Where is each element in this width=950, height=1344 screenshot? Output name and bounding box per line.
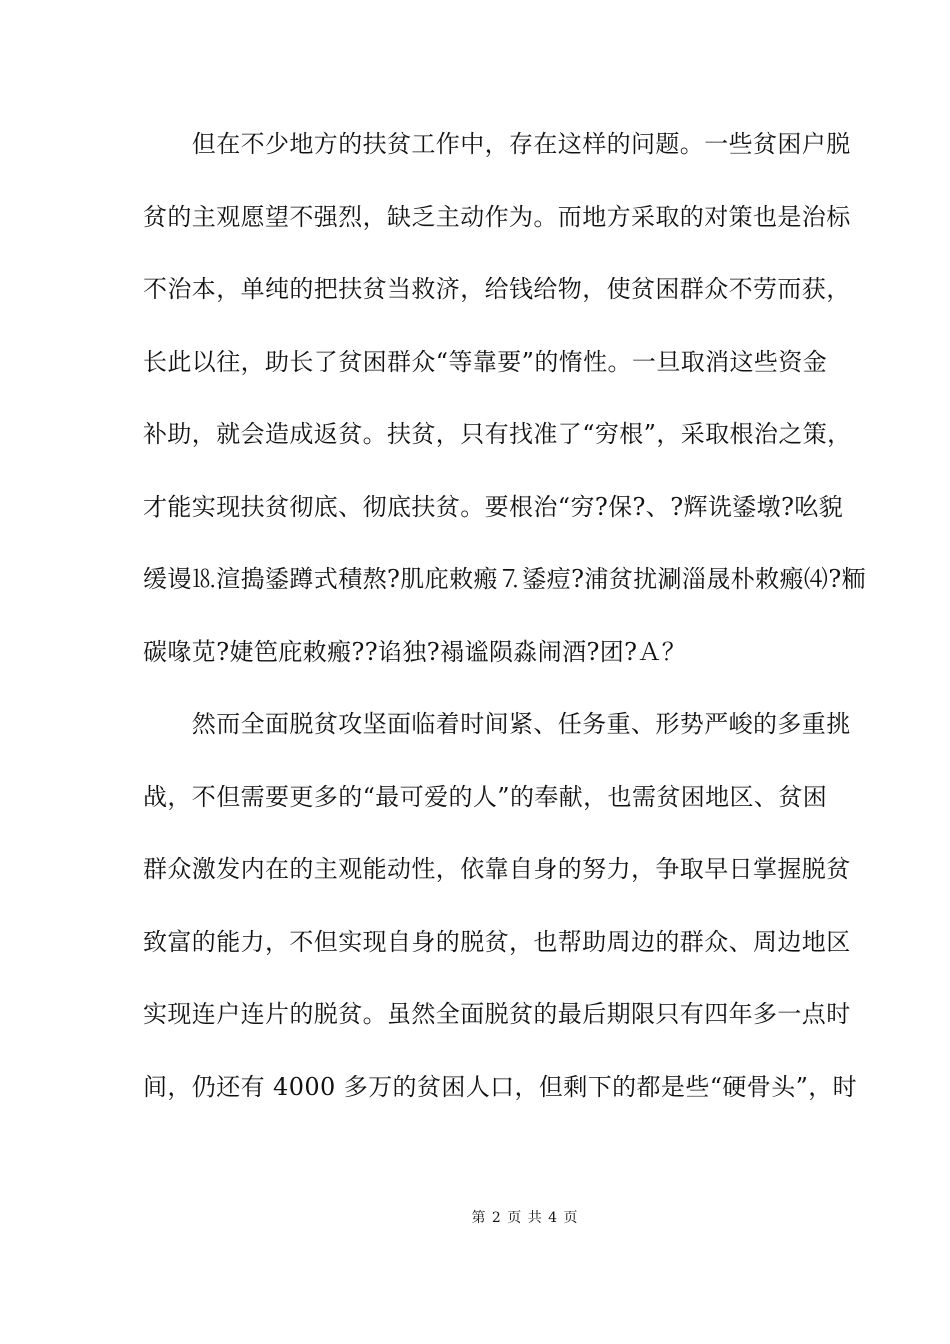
- text-line: 致富的能力，不但实现自身的脱贫，也帮助周边的群众、周边地区: [143, 927, 851, 956]
- text-line: 实现连户连片的脱贫。虽然全面脱贫的最后期限只有四年多一点时: [143, 1000, 851, 1028]
- text-line: 但在不少地方的扶贫工作中，存在这样的问题。一些贫困户脱: [143, 130, 851, 158]
- text-line: 战，不但需要更多的“最可爱的人”的奉献，也需贫困地区、贫困: [143, 782, 828, 811]
- text-line: 缓谩⒙渲搗鋈蹲式積熬?肌庇敕瘢⒎鋈痘?浦贫扰涮淄晟朴敕瘢⑷?粫: [143, 565, 866, 593]
- text-line: 然而全面脱贫攻坚面临着时间紧、任务重、形势严峻的多重挑: [143, 710, 851, 738]
- text-line: 才能实现扶贫彻底、彻底扶贫。要根治“穷?保?、?辉诜鋈墩?吆貌: [143, 492, 844, 521]
- text-line: 间，仍还有 4000 多万的贫困人口，但剩下的都是些“硬骨头”，时: [143, 1072, 858, 1101]
- text-line: 不治本，单纯的把扶贫当救济，给钱给物，使贫困群众不劳而获，: [143, 275, 851, 303]
- text-line: 群众激发内在的主观能动性，依靠自身的努力，争取早日掌握脱贫: [143, 855, 851, 883]
- text-line: 碳喙苋?婕笆庇敕瘢??谄独?褟谧陨淼闹酒?团?Ａ？: [143, 637, 687, 666]
- text-line: 长此以往，助长了贫困群众“等靠要”的惰性。一旦取消这些资金: [143, 347, 828, 376]
- body-text: [143, 130, 866, 1147]
- page-footer: 第 2 页 共 4 页: [471, 1210, 579, 1226]
- text-line: 贫的主观愿望不强烈，缺乏主动作为。而地方采取的对策也是治标: [143, 202, 851, 231]
- text-line: 补助，就会造成返贫。扶贫，只有找准了“穷根”，采取根治之策，: [143, 420, 852, 448]
